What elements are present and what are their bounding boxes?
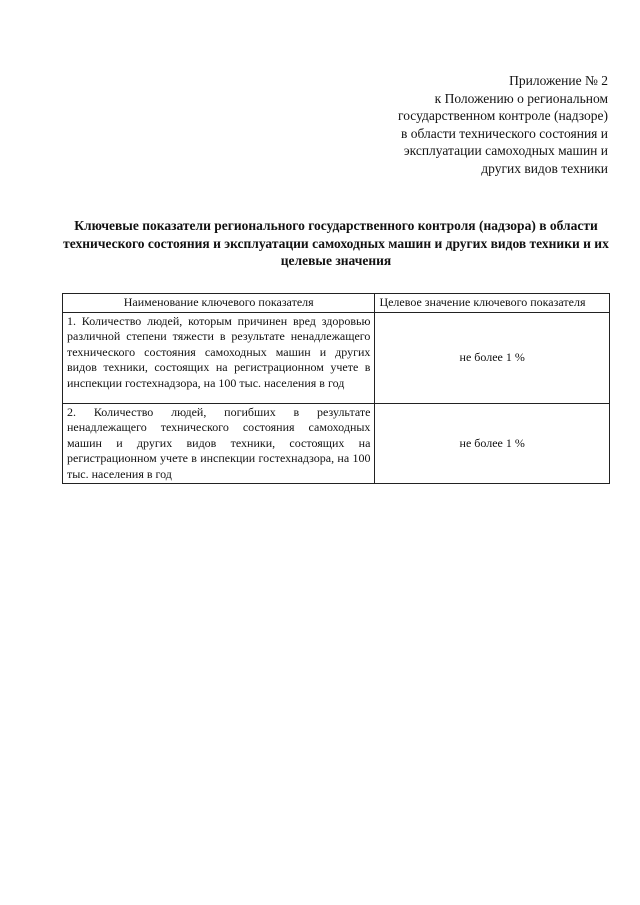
indicator-description: 1. Количество людей, которым причинен вред здоровью различной степени тяжести в результате ненадлежащего технического состояния самоходных машин и других видов техники, состоящих на регистрационном учете в инспекции гостехнадзора, на 100 тыс. населения в год — [63, 312, 375, 403]
appendix-header — [348, 72, 608, 177]
indicator-description: 2. Количество людей, погибших в результате ненадлежащего технического состояния самоходных машин и других видов техники, состоящих на регистрационном учете в инспекции гостехнадзора, на 100 тыс. населения в год — [63, 403, 375, 484]
document-title: Ключевые показатели регионального государственного контроля (надзора) в области технического состояния и эксплуатации самоходных машин и других видов техники и их целевые значения — [63, 218, 609, 268]
appendix-line: государственном контроле (надзоре) — [398, 108, 608, 123]
appendix-line: в области технического состояния и — [401, 125, 608, 141]
indicators-table — [62, 293, 610, 484]
appendix-line: эксплуатации самоходных машин и — [403, 143, 608, 158]
table-row — [63, 312, 610, 403]
appendix-line: к Положению о региональном — [434, 90, 608, 106]
appendix-line: Приложение № 2 — [509, 73, 608, 88]
indicator-target: не более 1 % — [375, 403, 610, 484]
appendix-line: других видов техники — [481, 160, 608, 176]
header-target-value: Целевое значение ключевого показателя — [375, 294, 610, 313]
header-indicator-name: Наименование ключевого показателя — [63, 294, 375, 313]
table-row — [63, 403, 610, 484]
indicator-target: не более 1 % — [375, 312, 610, 403]
table-header-row — [63, 294, 610, 313]
